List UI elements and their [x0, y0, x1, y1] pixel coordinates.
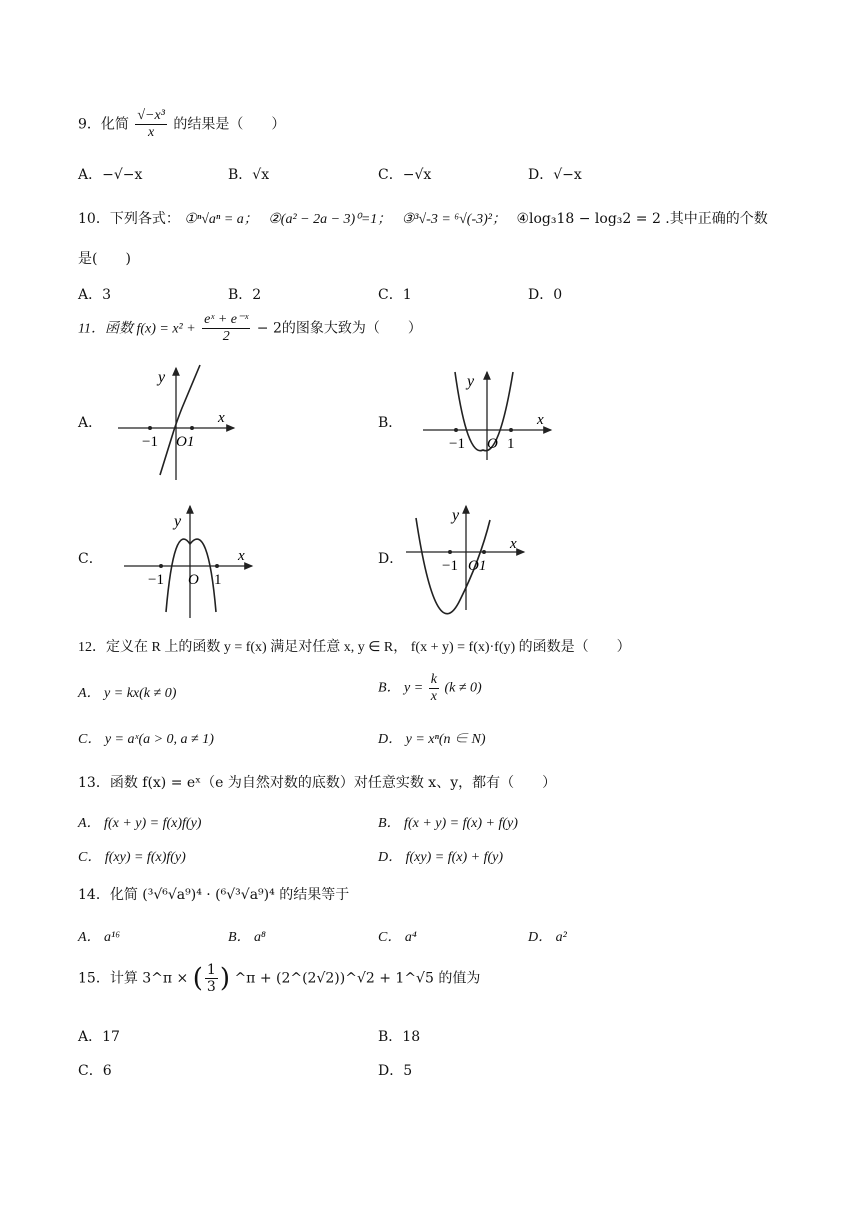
x-label: x	[218, 410, 225, 426]
q10-option-c[interactable]: C．1	[378, 287, 412, 303]
q11-denominator: 2	[222, 329, 230, 344]
curve	[160, 365, 200, 475]
question-10-stem	[78, 208, 768, 228]
q10-item-1: ①ⁿ√aⁿ = a；	[184, 212, 258, 227]
q15-option-b[interactable]: B．18	[378, 1029, 421, 1045]
q13-option-b[interactable]: B． f(x + y) = f(x) + f(y)	[378, 816, 518, 831]
q11-option-a-label[interactable]: A．	[78, 415, 103, 431]
q15-right-paren: )	[219, 963, 230, 994]
tick-point	[159, 564, 163, 568]
q11-option-c-label[interactable]: C．	[78, 551, 103, 567]
y-label: y	[452, 507, 460, 524]
q14-option-d[interactable]: D． a²	[528, 930, 567, 945]
q14-option-b[interactable]: B． a⁸	[228, 930, 266, 945]
q9-suffix: 的结果是（ ）	[173, 116, 286, 133]
question-12-stem: 12．定义在 R 上的函数 y = f(x) 满足对任意 x, y ∈ R， f(x + y) = f(x)·f(y) 的函数是（ ）	[78, 640, 631, 655]
x-label: x	[510, 536, 517, 552]
q15-prefix: 15．计算 3^π ×	[78, 970, 189, 987]
question-11-stem	[78, 312, 422, 345]
q15-option-a[interactable]: A．17	[78, 1029, 120, 1045]
q14-option-a[interactable]: A． a¹⁶	[78, 930, 121, 945]
q9-fraction	[135, 108, 167, 141]
q15-suffix: ^π + (2^(2√2))^√2 + 1^√5 的值为	[234, 970, 481, 987]
tick-neg1: −1	[142, 434, 158, 450]
tick-point	[190, 426, 194, 430]
q11-option-b-label[interactable]: B．	[378, 415, 403, 431]
q9-numerator: √−x³	[137, 108, 165, 123]
q9-prefix: 9．化简	[78, 116, 129, 133]
q12-option-b[interactable]	[378, 672, 482, 705]
q10-item-3: ③³√-3 = ⁶√(-3)²；	[401, 212, 506, 227]
q11-option-d-label[interactable]: D．	[378, 551, 404, 567]
graph-a[interactable]	[110, 360, 250, 485]
question-14-stem: 14．化简 (³√⁶√a⁹)⁴ · (⁶√³√a⁹)⁴ 的结果等于	[78, 887, 350, 903]
q15-numerator: 1	[206, 962, 216, 978]
tick-point	[509, 428, 513, 432]
q15-denominator: 3	[206, 979, 216, 995]
x-label: x	[537, 412, 544, 428]
q13-option-d[interactable]: D． f(xy) = f(x) + f(y)	[378, 850, 504, 865]
q15-option-c[interactable]: C．6	[78, 1063, 112, 1079]
q9-denominator: x	[148, 125, 155, 140]
q10-prefix: 10．下列各式：	[78, 211, 180, 227]
tick-point	[215, 564, 219, 568]
q15-fraction	[205, 962, 218, 995]
tick-neg1: −1	[449, 436, 465, 452]
q11-suffix: − 2的图象大致为（ ）	[256, 320, 422, 337]
question-15-stem	[78, 962, 480, 995]
q12-b-numerator: k	[430, 672, 437, 687]
q11-numerator: eˣ + e⁻ˣ	[204, 312, 249, 327]
y-label: y	[174, 513, 182, 530]
tick-o1: O1	[176, 434, 195, 450]
tick-o1: O1	[468, 558, 487, 574]
q12-b-denominator: x	[430, 689, 437, 704]
q10-option-b[interactable]: B．2	[228, 287, 262, 303]
q9-option-a[interactable]: A．−√−x	[78, 167, 143, 183]
graph-b[interactable]	[415, 368, 560, 463]
y-label: y	[467, 373, 475, 390]
q12-option-b-fraction	[429, 672, 439, 705]
tick-o: O	[487, 436, 498, 452]
tick-o: O	[188, 572, 199, 588]
tick-point	[148, 426, 152, 430]
x-label: x	[238, 548, 245, 564]
graph-c[interactable]	[118, 500, 263, 620]
q13-option-a[interactable]: A． f(x + y) = f(x)f(y)	[78, 816, 202, 831]
question-10-line2: 是( )	[78, 251, 131, 267]
question-9-stem	[78, 108, 285, 141]
q9-option-b[interactable]: B．√x	[228, 167, 270, 183]
y-label: y	[158, 369, 166, 386]
tick-neg1: −1	[148, 572, 164, 588]
q12-option-b-suffix: (k ≠ 0)	[444, 680, 482, 696]
tick-1: 1	[507, 436, 515, 452]
q9-option-d[interactable]: D．√−x	[528, 167, 582, 183]
q12-option-b-prefix: B． y =	[378, 680, 424, 696]
q15-left-paren: (	[192, 963, 203, 994]
question-13-stem: 13．函数 f(x) = eˣ（e 为自然对数的底数）对任意实数 x、y，都有（ ）	[78, 775, 557, 791]
graph-d[interactable]	[398, 500, 533, 615]
q11-prefix: 11．函数 f(x) = x² +	[78, 321, 196, 337]
q12-option-c[interactable]: C． y = aˣ(a > 0, a ≠ 1)	[78, 732, 214, 747]
q12-option-a[interactable]: A． y = kx(k ≠ 0)	[78, 686, 177, 701]
q15-option-d[interactable]: D．5	[378, 1063, 413, 1079]
tick-neg1: −1	[442, 558, 458, 574]
tick-point	[448, 550, 452, 554]
q10-option-a[interactable]: A．3	[78, 287, 112, 303]
tick-1: 1	[214, 572, 222, 588]
q12-option-d[interactable]: D． y = xⁿ(n ∈ N)	[378, 732, 486, 747]
q10-item-2: ②(a² − 2a − 3)⁰=1；	[268, 212, 392, 227]
q14-option-c[interactable]: C． a⁴	[378, 930, 417, 945]
q13-option-c[interactable]: C． f(xy) = f(x)f(y)	[78, 850, 186, 865]
q9-option-c[interactable]: C．−√x	[378, 167, 432, 183]
q10-option-d[interactable]: D．0	[528, 287, 563, 303]
q10-item-4: ④log₃18 − log₃2 = 2 .其中正确的个数	[516, 211, 768, 227]
tick-point	[482, 550, 486, 554]
tick-point	[454, 428, 458, 432]
q11-fraction	[202, 312, 250, 345]
